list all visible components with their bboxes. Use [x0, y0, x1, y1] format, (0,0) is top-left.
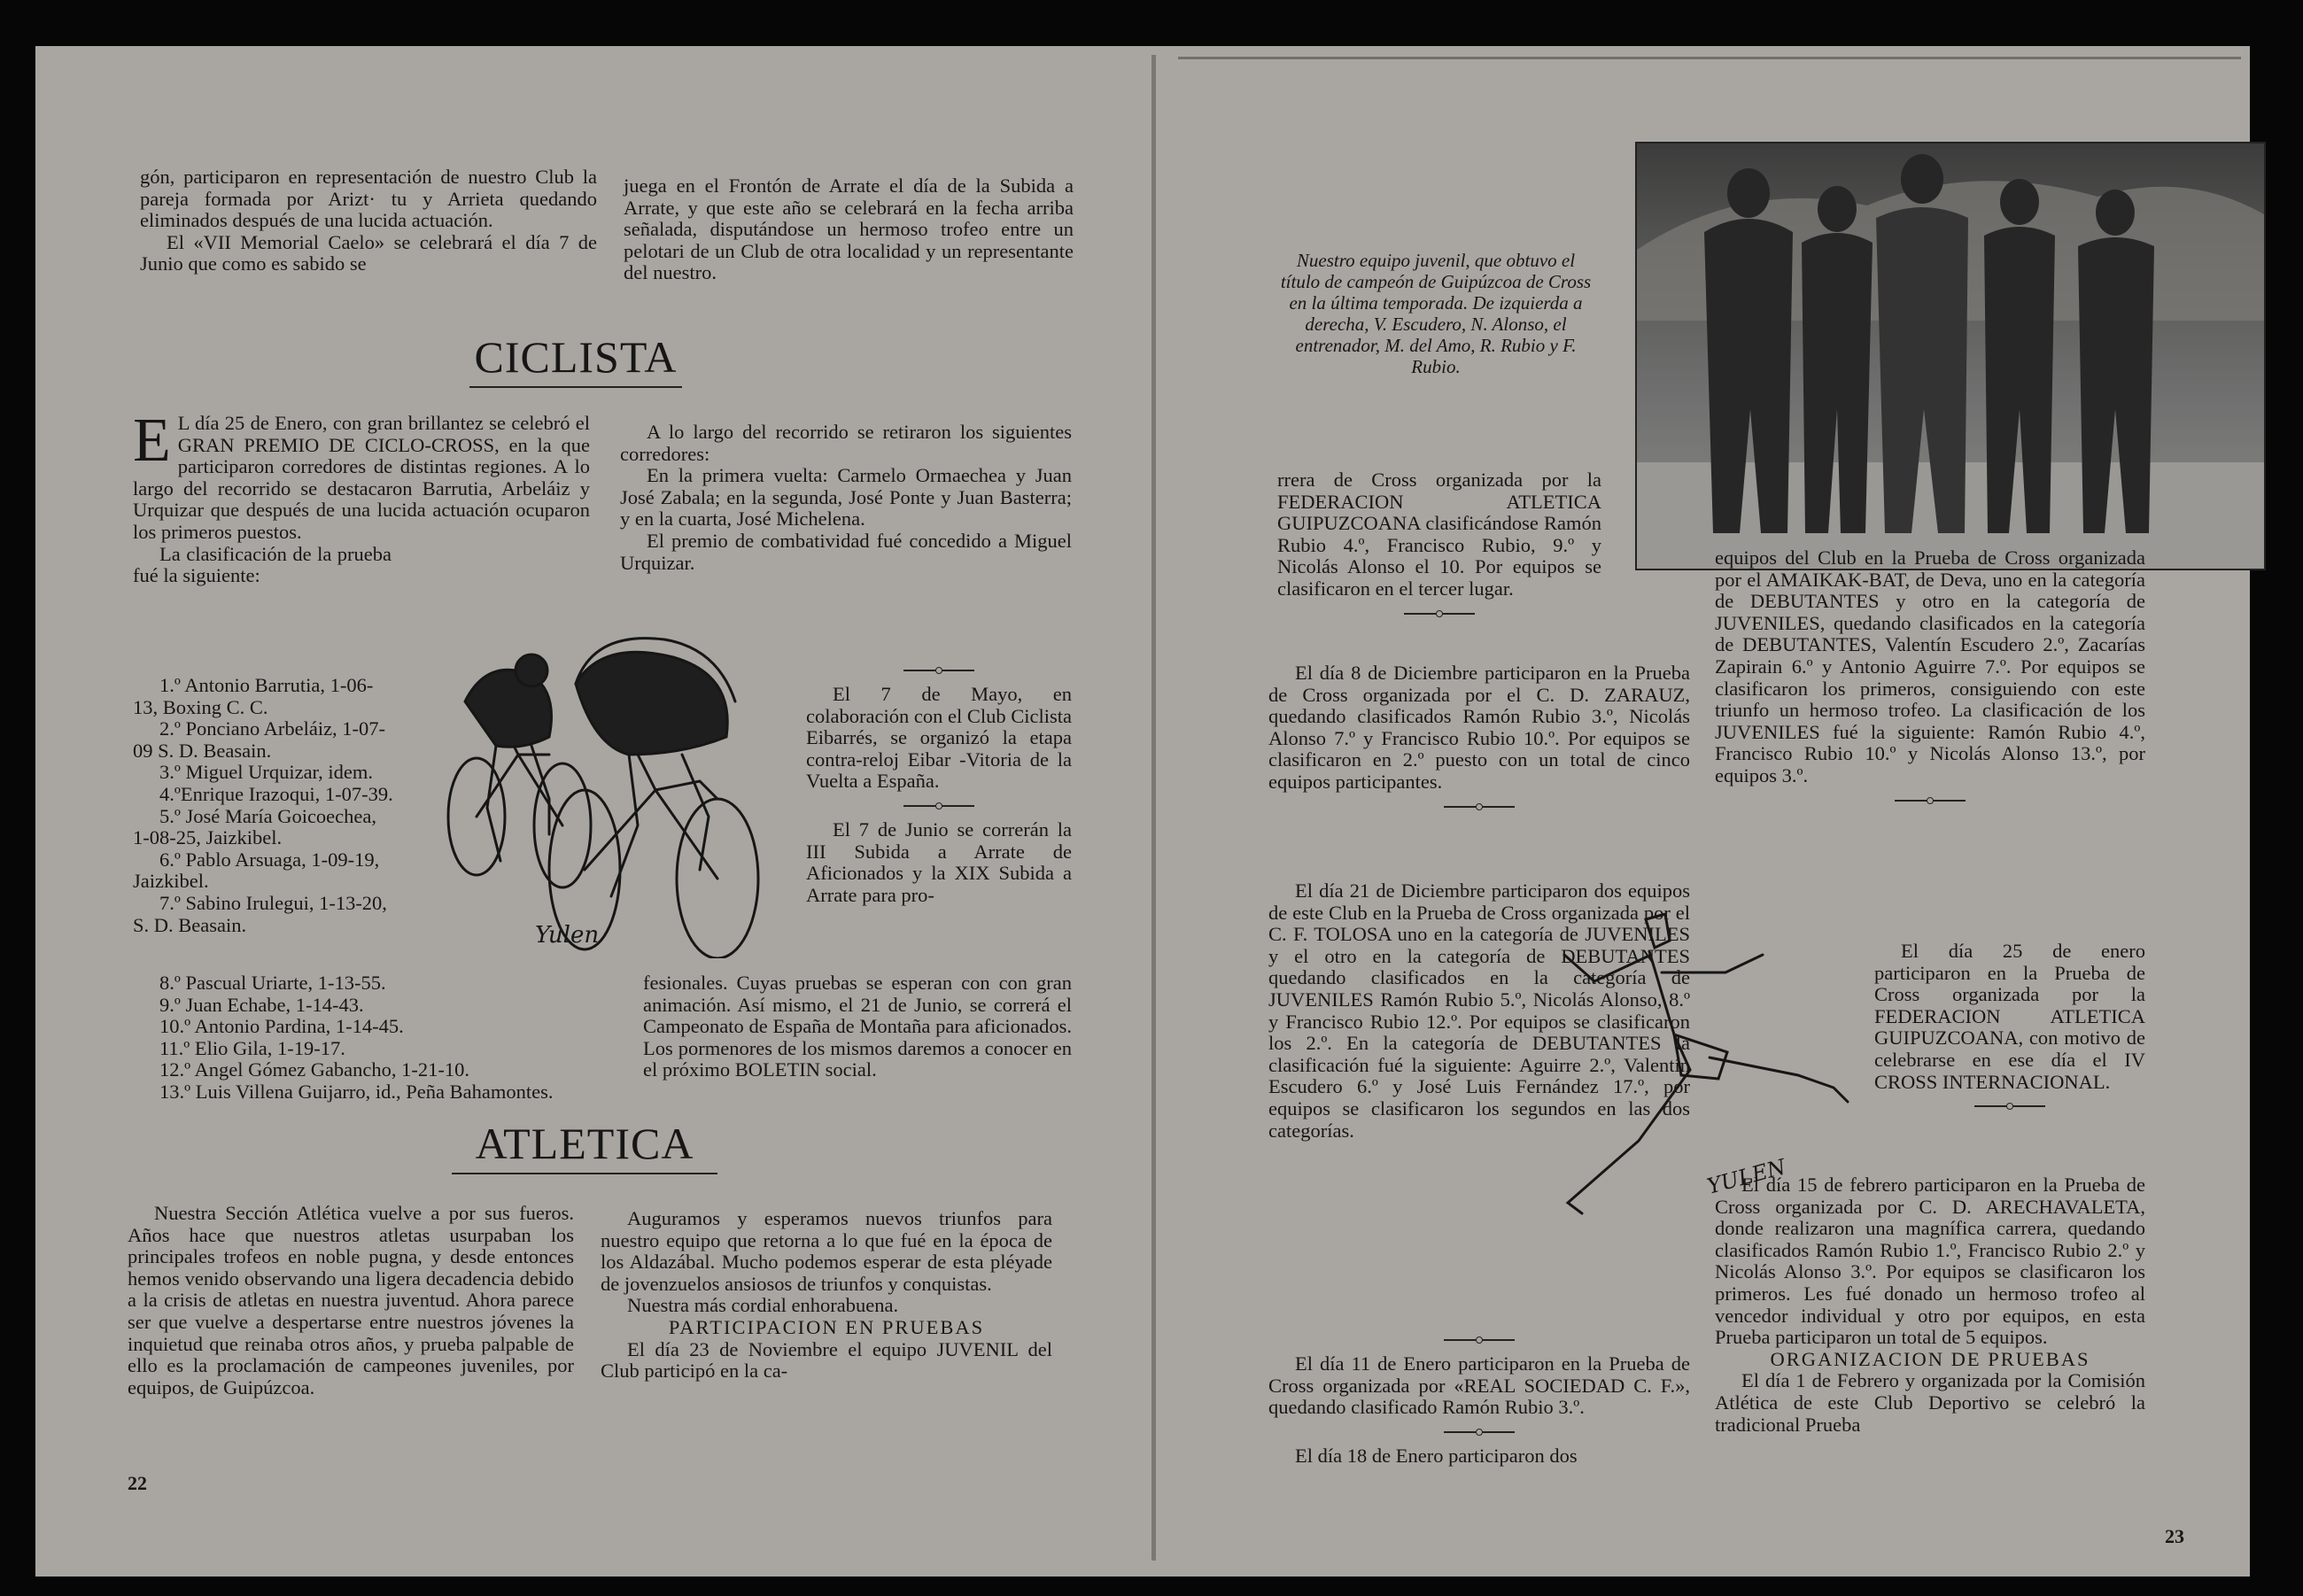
drop-cap: E: [133, 407, 171, 475]
page-fold: [1152, 55, 1156, 1561]
noviembre-paragraph: El día 23 de Noviembre el equipo JUVENIL del Club participó en la ca-: [601, 1337, 1052, 1383]
cyclists-sketch: [416, 604, 806, 958]
ciclista-column-2c: [643, 972, 1072, 1081]
result-7: 7.º Sabino Irulegui, 1-13-20, S. D. Beasain.: [133, 891, 387, 936]
page-number-right: 23: [2165, 1525, 2184, 1547]
page-number-left: 22: [128, 1472, 147, 1494]
section-divider: [1444, 1431, 1515, 1433]
enero-paragraph: El día 18 de Enero participaron dos: [1295, 1444, 1578, 1467]
intro-column-2: [624, 175, 1074, 284]
campeonato-paragraph: fesionales. Cuyas pruebas se esperan con con gran animación. Así mismo, el 21 de Junio, se correrá el Campeonato de España de Montaña para aficionados. Los pormenores de los mismos daremos a conocer en el próximo BOLETIN social.: [643, 972, 1072, 1081]
atletica-heading: [452, 1118, 717, 1174]
result-8: 8.º Pascual Uriarte, 1-13-55.: [159, 972, 386, 994]
result-12: 12.º Angel Gómez Gabancho, 1-21-10.: [159, 1058, 470, 1081]
federacion-paragraph: rrera de Cross organizada por la FEDERACION ATLETICA GUIPUZCOANA clasificándose Ramón Rubio 4.º, Francisco Rubio, 9.º y Nicolás Alonso el 10. Por equipos se clasificaron en el tercer lugar.: [1277, 469, 1601, 600]
result-2: 2.º Ponciano Arbeláiz, 1-07-09 S. D. Beasain.: [133, 717, 386, 762]
right-column-1d: [1268, 1327, 1690, 1467]
results-list-top: [133, 675, 395, 936]
atletica-paragraph: Nuestra Sección Atlética vuelve a por sus fueros. Años hace que nuestros atletas usurpaban los principales trofeos en noble pugna, y desde entonces hemos venido observando una ligera decadencia debido a la crisis de atletas en nuestra juventud. Ahora parece ser que vuelve a despertarse entre nuestros jóvenes la inquietud que reinaba otros años, y prueba palpable de ello es la proclamación de campeones juveniles, por equipos, de Guipúzcoa.: [128, 1202, 574, 1398]
runner-signature: YULEN: [1704, 1154, 1788, 1199]
participacion-heading: PARTICIPACION EN PRUEBAS: [668, 1315, 985, 1338]
section-divider: [1444, 806, 1515, 808]
ciclista-column-2b: [806, 657, 1072, 906]
intro-column-1: [140, 167, 597, 275]
cross-internacional-paragraph: El día 25 de enero participaron en la Prueba de Cross organizada por la FEDERACION ATLETICA GUIPUZCOANA, con motivo de celebrarse en ese día el IV CROSS INTERNACIONAL.: [1874, 940, 2145, 1093]
results-list-bottom: [133, 972, 590, 1104]
retirados-list: En la primera vuelta: Carmelo Ormaechea y Juan José Zabala; en la segunda, José Ponte y Juan Basterra; y en la cuarta, José Michelena.: [620, 464, 1072, 531]
ciclista-heading: [469, 331, 682, 388]
ciclista-intro: L día 25 de Enero, con gran brillantez se celebró el GRAN PREMIO DE CICLO-CROSS, en la que participaron corredores de distintas regiones. A lo largo del recorrido se destacaron Barrutia, Arbeláiz y Urquizar que después de una lucida actuación ocuparon los primeros puestos.: [133, 412, 590, 543]
section-divider: [903, 670, 974, 671]
intro-paragraph: gón, participaron en representación de nuestro Club la pareja formada por Arizt· tu y Arrieta quedando eliminados después de una lucida actuación.: [140, 166, 597, 232]
section-divider: [1444, 1339, 1515, 1341]
right-column-1b: [1268, 662, 1690, 820]
right-column-1a: [1277, 469, 1601, 627]
section-divider: [903, 805, 974, 807]
ciclista-column-1: [133, 407, 590, 587]
real-sociedad-paragraph: El día 11 de Enero participaron en la Prueba de Cross organizada por «REAL SOCIEDAD C. F.», quedando clasificado Ramón Rubio 3.º.: [1268, 1352, 1690, 1419]
amaikak-bat-paragraph: equipos del Club en la Prueba de Cross organizada por el AMAIKAK-BAT, de Deva, uno en la categoría de DEBUTANTES y otro en la categoría de JUVENILES, quedando clasificados en la categoría de DEBUTANTES, Valentín Escudero 2.º, Zacarías Zapirain 6.º y Antonio Aguirre 7.º. Por equipos se clasificaron los primeros, consiguiendo con este triunfo un hermoso trofeo. La clasificación de los JUVENILES fué la siguiente: Ramón Rubio 4.º, Francisco Rubio 10.º y Nicolás Alonso 13.º, por equipos 3.º.: [1715, 546, 2145, 786]
zarauz-paragraph: El día 8 de Diciembre participaron en la Prueba de Cross organizada por el C. D. ZARAUZ, quedando clasificados Ramón Rubio 3.º, Nicolás Alonso 7.º y Francisco Rubio 10.º. Por equipos se clasificaron en 2.º puesto con un total de cinco equipos participantes.: [1268, 662, 1690, 793]
team-photo: [1635, 142, 2266, 570]
magazine-spread: [35, 46, 2250, 1577]
ciclista-column-2: [620, 422, 1072, 574]
combatividad-paragraph: El premio de combatividad fué concedido a Miguel Urquizar.: [620, 529, 1072, 574]
result-11: 11.º Elio Gila, 1-19-17.: [159, 1036, 345, 1059]
retirados-intro: A lo largo del recorrido se retiraron los siguientes corredores:: [620, 421, 1072, 465]
subida-arrate-paragraph: El 7 de Junio se correrán la III Subida a Arrate de Aficionados y la XIX Subida a Arrate para pro-: [806, 817, 1072, 906]
ciclista-heading-text: CICLISTA: [474, 332, 678, 382]
result-13: 13.º Luis Villena Guijarro, id., Peña Bahamontes.: [159, 1080, 554, 1103]
result-4: 4.ºEnrique Irazoqui, 1-07-39.: [159, 782, 393, 805]
augurio-paragraph: Auguramos y esperamos nuevos triunfos para nuestro equipo que retorna a lo que fué en la época de los Aldazábal. Mucho podemos esperar de esta pléyade de jovenzuelos ansiosos de triunfos y conquistas.: [601, 1207, 1052, 1295]
atletica-column-1: [128, 1203, 574, 1398]
organizacion-heading: ORGANIZACION DE PRUEBAS: [1770, 1347, 2090, 1370]
photo-caption: Nuestro equipo juvenil, que obtuvo el título de campeón de Guipúzcoa de Cross en la última temporada. De izquierda a derecha, V. Escudero, N. Alonso, el entrenador, M. del Amo, R. Rubio y F. Rubio.: [1280, 250, 1592, 377]
arechavaleta-paragraph: El día 15 de febrero participaron en la Prueba de Cross organizada por C. D. ARECHAVALETA, donde realizaron una magnífica carrera, quedando clasificados Ramón Rubio 1.º, Francisco Rubio 2.º y Nicolás Alonso 3.º. Por equipos se clasificaron los primeros. Les fué donado un hermoso trofeo al vencedor individual y otro por equipos, en esta Prueba participaron un total de 5 equipos.: [1715, 1174, 2145, 1349]
enhorabuena-paragraph: Nuestra más cordial enhorabuena.: [627, 1294, 899, 1317]
sketch-signature: Yulen: [535, 922, 600, 949]
right-column-2c: [1715, 1174, 2145, 1436]
right-column-2b: [1874, 941, 2145, 1120]
result-10: 10.º Antonio Pardina, 1-14-45.: [159, 1015, 404, 1038]
tolosa-text: El día 21 de Diciembre participaron dos equipos de este Club en la Prueba de Cross organizada por el C. F. TOLOSA uno en la categoría de JUVENILES y el otro en la categoría de DEBUTANTES quedando clasificados en la categoría de JUVENILES Ramón Rubio 5.º, Nicolás Alonso, 8.º y Francisco Rubio 12.º. Por equipos se clasificaron los 2.º. En la categoría de DEBUTANTES la clasificación fué la siguiente: Aguirre 2.º, Valentín Escudero 6.º y José Luis Fernández 17.º, por equipos se clasificaron los segundos en las dos categorías.: [1268, 879, 1690, 1142]
atletica-heading-text: ATLETICA: [475, 1119, 694, 1168]
memorial-paragraph: El «VII Memorial Caelo» se celebrará el día 7 de Junio que como es sabido se: [140, 230, 597, 275]
result-5: 5.º José María Goicoechea, 1-08-25, Jaizkibel.: [133, 804, 377, 849]
fronton-paragraph: juega en el Frontón de Arrate el día de la Subida a Arrate, y que este año se celebrará en la fecha arriba señalada, disputándose un hermoso trofeo entre un pelotari de un Club de otra localidad y un representante del nuestro.: [624, 174, 1074, 284]
section-divider: [1895, 800, 1966, 802]
result-9: 9.º Juan Echabe, 1-14-43.: [159, 993, 364, 1016]
atletica-column-2: [601, 1208, 1052, 1383]
febrero-paragraph: El día 1 de Febrero y organizada por la Comisión Atlética de este Club Deportivo se celebró la tradicional Prueba: [1715, 1369, 2145, 1436]
section-divider: [1404, 613, 1475, 615]
clasificacion-intro: La clasificación de la prueba fué la siguiente:: [133, 542, 392, 587]
contrarreloj-paragraph: El 7 de Mayo, en colaboración con el Club Ciclista Eibarrés, se organizó la etapa contra-reloj Eibar -Vitoria de la Vuelta a España.: [806, 683, 1072, 793]
result-6: 6.º Pablo Arsuaga, 1-09-19, Jaizkibel.: [133, 848, 380, 893]
top-rule: [1178, 57, 2241, 59]
right-column-2a: [1715, 547, 2145, 814]
heading-underline: [452, 1173, 717, 1174]
result-3: 3.º Miguel Urquizar, idem.: [159, 761, 374, 784]
result-1: 1.º Antonio Barrutia, 1-06-13, Boxing C. C.: [133, 674, 374, 718]
section-divider: [1974, 1105, 2045, 1107]
heading-underline: [469, 386, 682, 388]
